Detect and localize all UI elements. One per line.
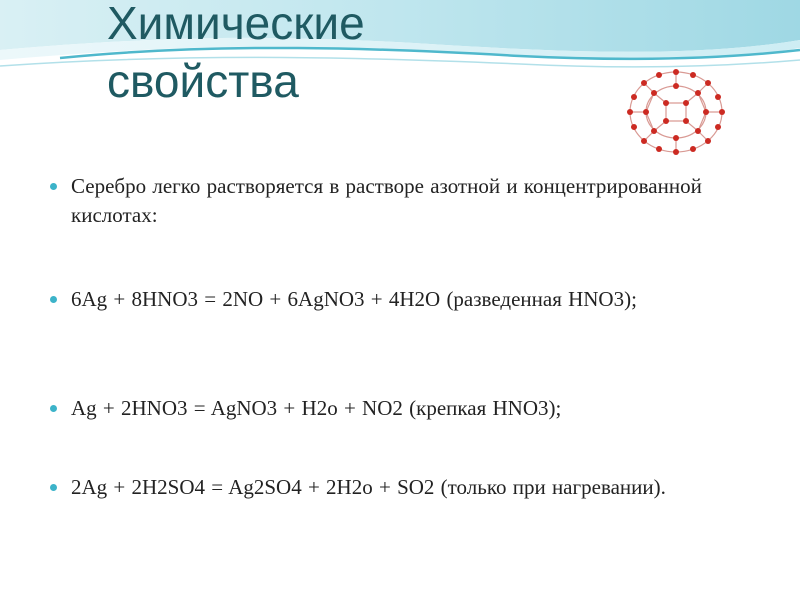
list-item-text: 6Ag + 8HNO3 = 2NO + 6AgNO3 + 4H2O (разведенная HNO3); [71, 287, 637, 311]
list-item-text: Ag + 2HNO3 = AgNO3 + H2o + NO2 (крепкая HNO3); [71, 396, 562, 420]
page-title [107, 0, 365, 110]
page-title-line-1: Химические [107, 0, 365, 49]
fullerene-molecule-icon [614, 63, 738, 161]
list-item-text: 2Ag + 2H2SO4 = Ag2SO4 + 2H2o + SO2 (только при нагревании). [71, 475, 666, 499]
bullet-icon [50, 296, 57, 303]
page-title-line-2: свойства [107, 55, 299, 107]
bullet-icon [50, 405, 57, 412]
list-item-text: Серебро легко растворяется в растворе азотной и концентрированной кислотах: [71, 174, 702, 227]
bullet-icon [50, 484, 57, 491]
bullet-icon [50, 183, 57, 190]
